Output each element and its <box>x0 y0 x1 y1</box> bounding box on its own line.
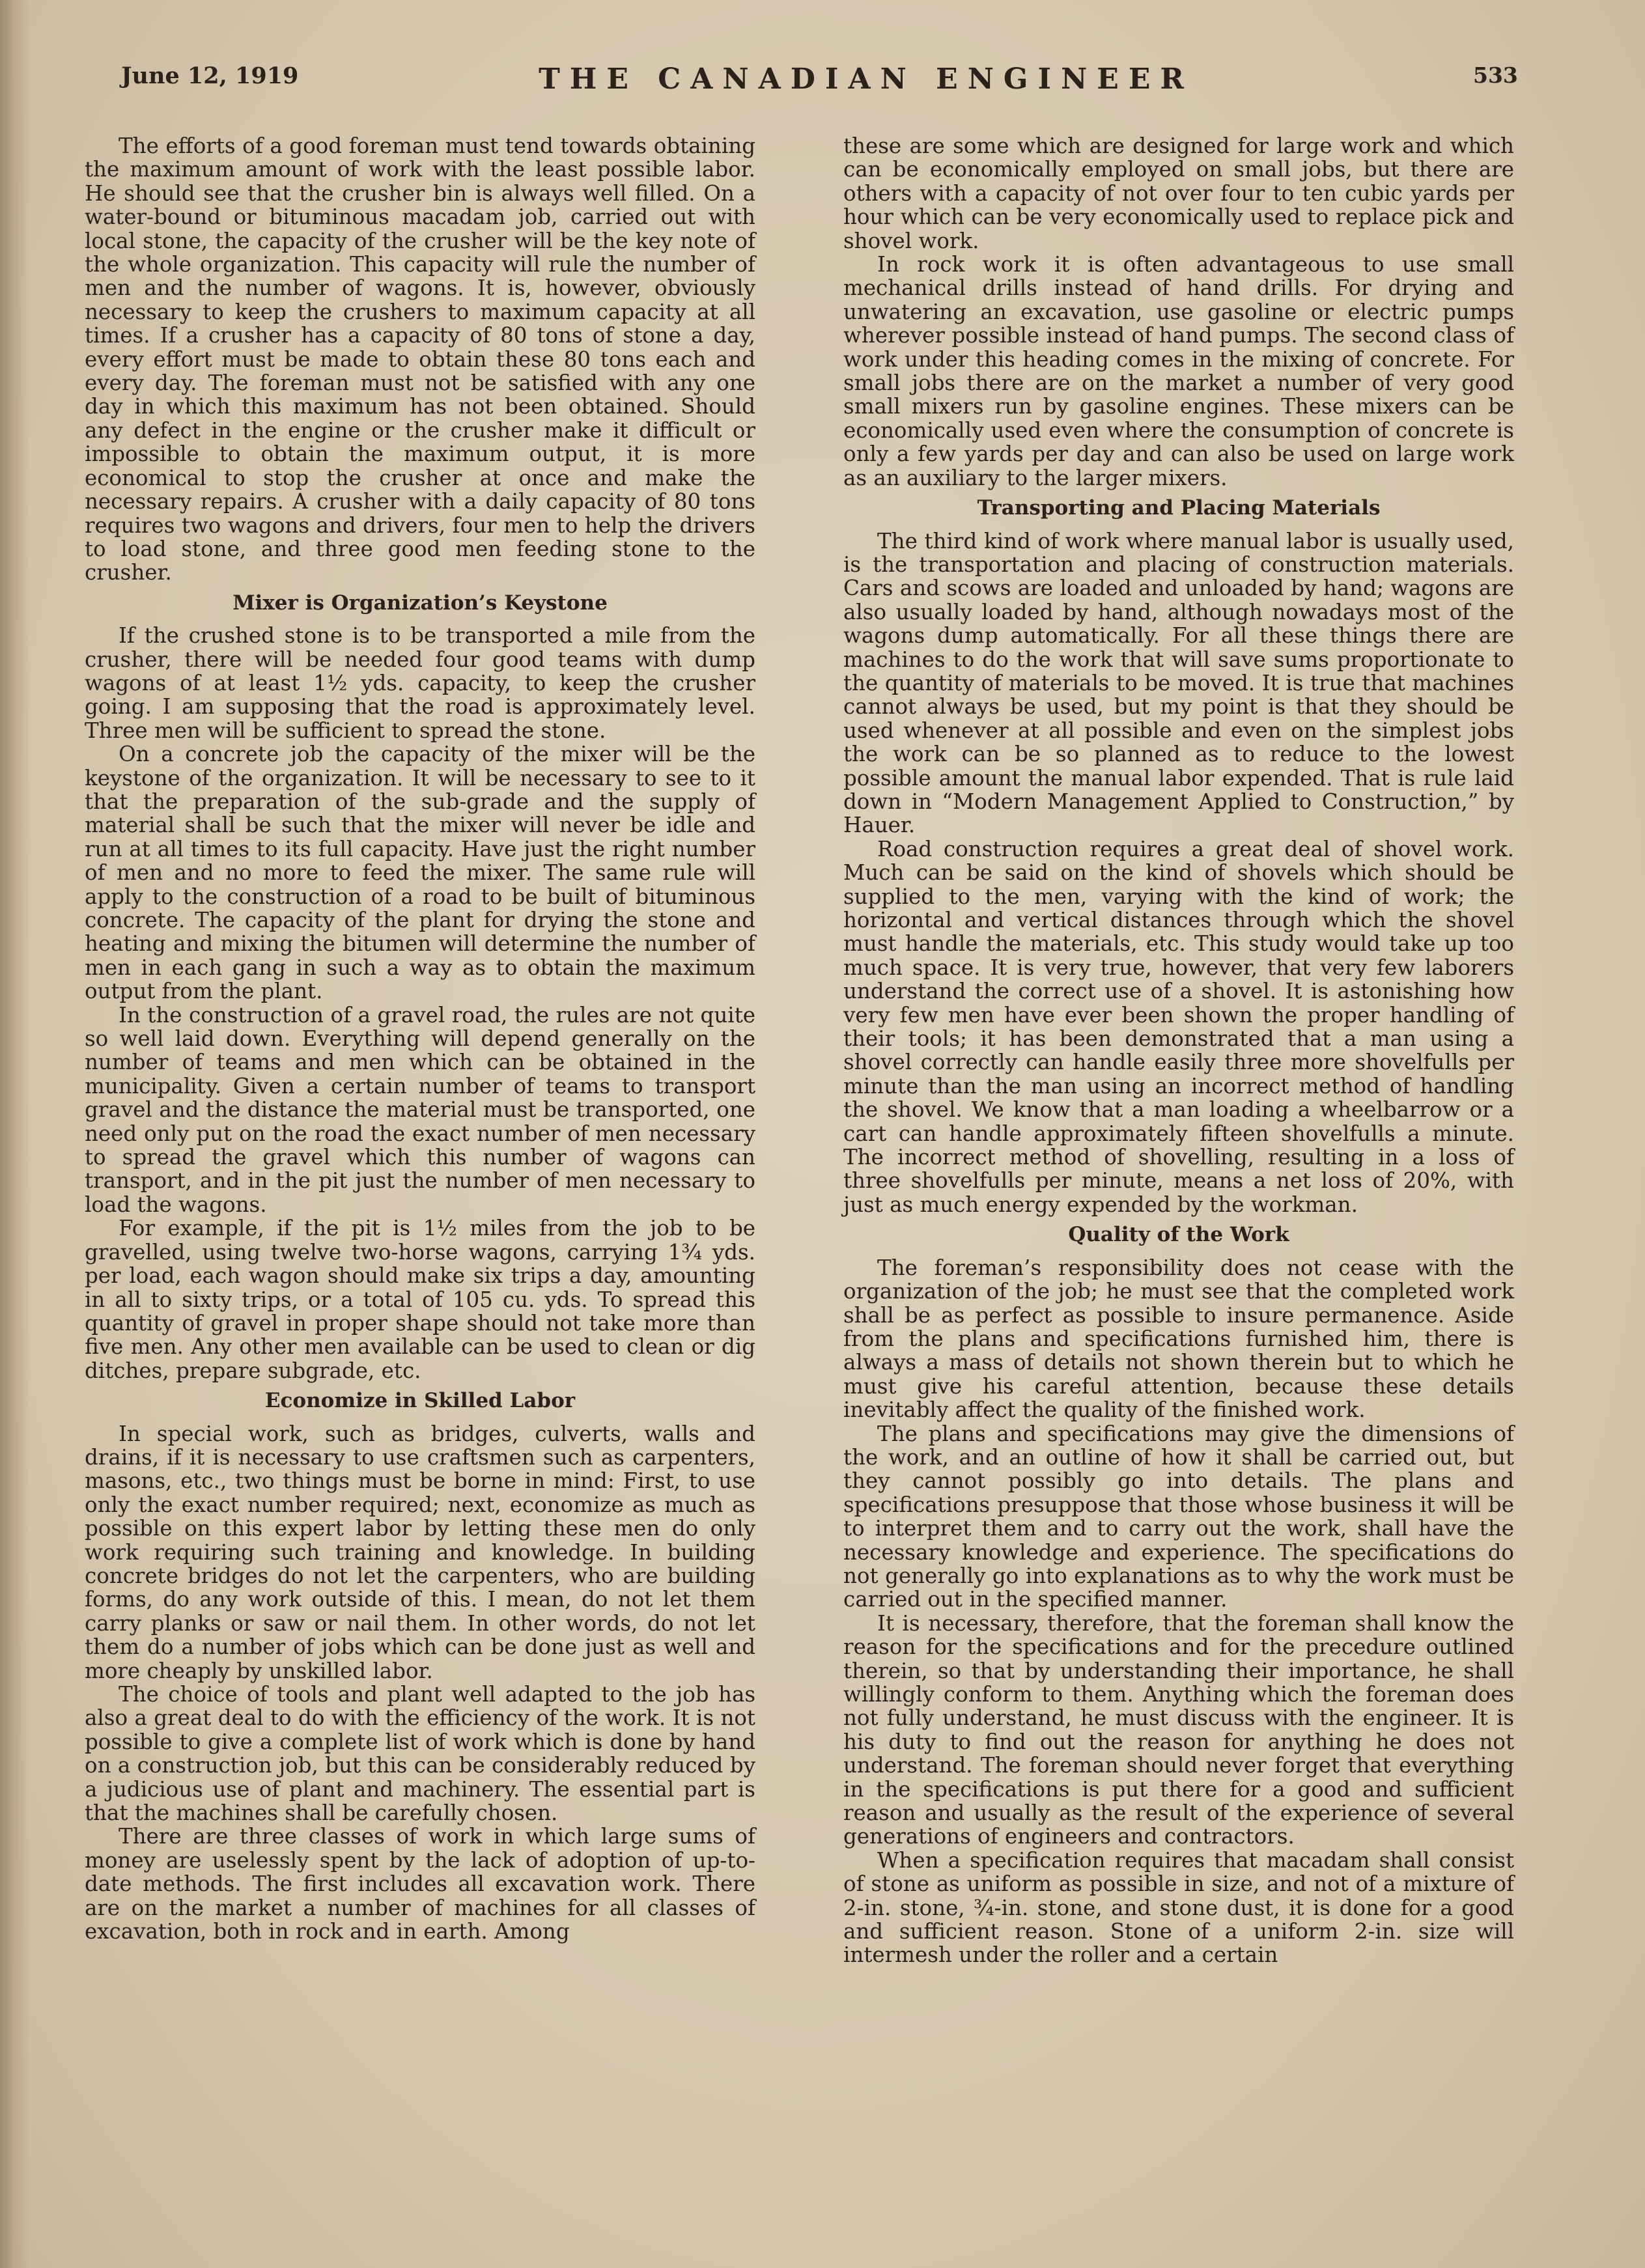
paragraph: The foreman’s responsibility does not cease with the organization of the job; he must see that the completed work shall be as perfect as possible to insure permanence. Aside from the plans and specifications furnished him, there is always a mass of details not shown therein but to which he must give his careful attention, because these details inevitably affect the quality of the finished work. <box>843 1255 1514 1423</box>
paragraph: The third kind of work where manual labor is usually used, is the transportation and placing of construction materials. Cars and scows are loaded and unloaded by hand; wagons are also usually loaded by hand, although nowadays most of the wagons dump automatically. For all these things there are machines to do the work that will save sums proportionate to the quantity of materials to be moved. It is true that machines cannot always be used, but my point is that they should be used whenever at all possible and even on the simplest jobs the work can be so planned as to reduce to the lowest possible amount the manual labor expended. That is rule laid down in “Modern Management Applied to Construction,” by Hauer. <box>843 528 1514 838</box>
section-heading: Economize in Skilled Labor <box>264 1389 576 1413</box>
paragraph: If the crushed stone is to be transported a mile from the crusher, there will be needed four good teams with dump wagons of at least 1½ yds. capacity, to keep the crusher going. I am supposing that the road is approximately level. Three men will be sufficient to spread the stone. <box>85 623 755 743</box>
page-spine-shadow <box>0 0 30 2268</box>
paragraph: Road construction requires a great deal of shovel work. Much can be said on the kind of shovels which should be supplied to the men, varying with the kind of work; the horizontal and vertical distances through which the shovel must handle the materials, etc. This study would take up too much space. It is very true, however, that very few laborers understand the correct use of a shovel. It is astonishing how very few men have ever been shown the proper handling of their tools; it has been demonstrated that a man using a shovel correctly can handle easily three more shovelfulls per minute than the man using an incorrect method of handling the shovel. We know that a man loading a wheelbarrow or a cart can handle approximately fifteen shovelfulls a minute. The incorrect method of shovelling, resulting in a loss of three shovelfulls per minute, means a net loss of 20%, with just as much energy expended by the workman. <box>843 836 1514 1217</box>
paragraph: For example, if the pit is 1½ miles from the job to be gravelled, using twelve two-horse wagons, carrying 1¾ yds. per load, each wagon should make six trips a day, amounting in all to sixty trips, or a total of 105 cu. yds. To spread this quantity of gravel in proper shape should not take more than five men. Any other men available can be used to clean or dig ditches, prepare subgrade, etc. <box>85 1216 755 1383</box>
right-column <box>843 134 1514 1967</box>
paragraph: The choice of tools and plant well adapted to the job has also a great deal to do with the efficiency of the work. It is not possible to give a complete list of work which is done by hand on a construction job, but this can be considerably reduced by a judicious use of plant and machinery. The essential part is that the machines shall be carefully chosen. <box>85 1682 755 1826</box>
paragraph: The efforts of a good foreman must tend towards obtaining the maximum amount of work with the least possible labor. He should see that the crusher bin is always well filled. On a water-bound or bituminous macadam job, carried out with local stone, the capacity of the crusher will be the key note of the whole organization. This capacity will rule the number of men and the number of wagons. It is, however, obviously necessary to keep the crushers to maximum capacity at all times. If a crusher has a capacity of 80 tons of stone a day, every effort must be made to obtain these 80 tons each and every day. The foreman must not be satisfied with any one day in which this maximum has not been obtained. Should any defect in the engine or the crusher make it difficult or impossible to obtain the maximum output, it is more economical to stop the crusher at once and make the necessary repairs. A crusher with a daily capacity of 80 tons requires two wagons and drivers, four men to help the drivers to load stone, and three good men feeding stone to the crusher. <box>85 133 755 585</box>
paragraph: On a concrete job the capacity of the mixer will be the keystone of the organization. It will be necessary to see to it that the preparation of the sub-grade and the supply of material shall be such that the mixer will never be idle and run at all times to its full capacity. Have just the right number of men and no more to feed the mixer. The same rule will apply to the construction of a road to be built of bituminous concrete. The capacity of the plant for drying the stone and heating and mixing the bitumen will determine the number of men in each gang in such a way as to obtain the maximum output from the plant. <box>85 742 755 1004</box>
left-column <box>85 134 755 1943</box>
paragraph: In rock work it is often advantageous to use small mechanical drills instead of hand drills. For drying and unwatering an excavation, use gasoline or electric pumps wherever possible instead of hand pumps. The second class of work under this heading comes in the mixing of concrete. For small jobs there are on the market a number of very good small mixers run by gasoline engines. These mixers can be economically used even where the consumption of concrete is only a few yards per day and can also be used on large work as an auxiliary to the larger mixers. <box>843 252 1514 490</box>
paragraph: these are some which are designed for large work and which can be economically employed on small jobs, but there are others with a capacity of not over four to ten cubic yards per hour which can be very economically used to replace pick and shovel work. <box>843 133 1514 253</box>
paragraph: In the construction of a gravel road, the rules are not quite so well laid down. Everything will depend generally on the number of teams and men which can be obtained in the municipality. Given a certain number of teams to transport gravel and the distance the material must be transported, one need only put on the road the exact number of men necessary to spread the gravel which this number of wagons can transport, and in the pit just the number of men necessary to load the wagons. <box>85 1002 755 1217</box>
paragraph: There are three classes of work in which large sums of money are uselessly spent by the lack of adoption of up-to-date methods. The first includes all excavation work. There are on the market a number of machines for all classes of excavation, both in rock and in earth. Among <box>85 1824 755 1944</box>
paragraph: It is necessary, therefore, that the foreman shall know the reason for the specifications and for the precedure outlined therein, so that by understanding their importance, he shall willingly conform to them. Anything which the foreman does not fully understand, he must discuss with the engineer. It is his duty to find out the reason for anything he does not understand. The foreman should never forget that everything in the specifications is put there for a good and sufficient reason and usually as the result of the experience of several generations of engineers and contractors. <box>843 1610 1514 1849</box>
paragraph: When a specification requires that macadam shall consist of stone as uniform as possible in size, and not of a mixture of 2-in. stone, ¾-in. stone, and stone dust, it is done for a good and sufficient reason. Stone of a uniform 2-in. size will intermesh under the roller and a certain <box>843 1847 1514 1968</box>
page-number: 533 <box>1473 63 1518 88</box>
paragraph: In special work, such as bridges, culverts, walls and drains, if it is necessary to use craftsmen such as carpenters, masons, etc., two things must be borne in mind: First, to use only the exact number required; next, economize as much as possible on this expert labor by letting these men do only work requiring such training and knowledge. In building concrete bridges do not let the carpenters, who are building forms, do any work outside of this. I mean, do not let them carry planks or saw or nail them. In other words, do not let them do a number of jobs which can be done just as well and more cheaply by unskilled labor. <box>85 1421 755 1683</box>
section-heading: Mixer is Organization’s Keystone <box>232 591 608 615</box>
section-heading: Transporting and Placing Materials <box>977 496 1381 520</box>
section-heading: Quality of the Work <box>1068 1223 1289 1247</box>
journal-title: THE CANADIAN ENGINEER <box>539 63 1194 96</box>
paragraph: The plans and specifications may give the dimensions of the work, and an outline of how it shall be carried out, but they cannot possibly go into details. The plans and specifications presuppose that those whose business it will be to interpret them and to carry out the work, shall have the necessary knowledge and experience. The specifications do not generally go into explanations as to why the work must be carried out in the specified manner. <box>843 1421 1514 1612</box>
header-date: June 12, 1919 <box>121 63 299 89</box>
